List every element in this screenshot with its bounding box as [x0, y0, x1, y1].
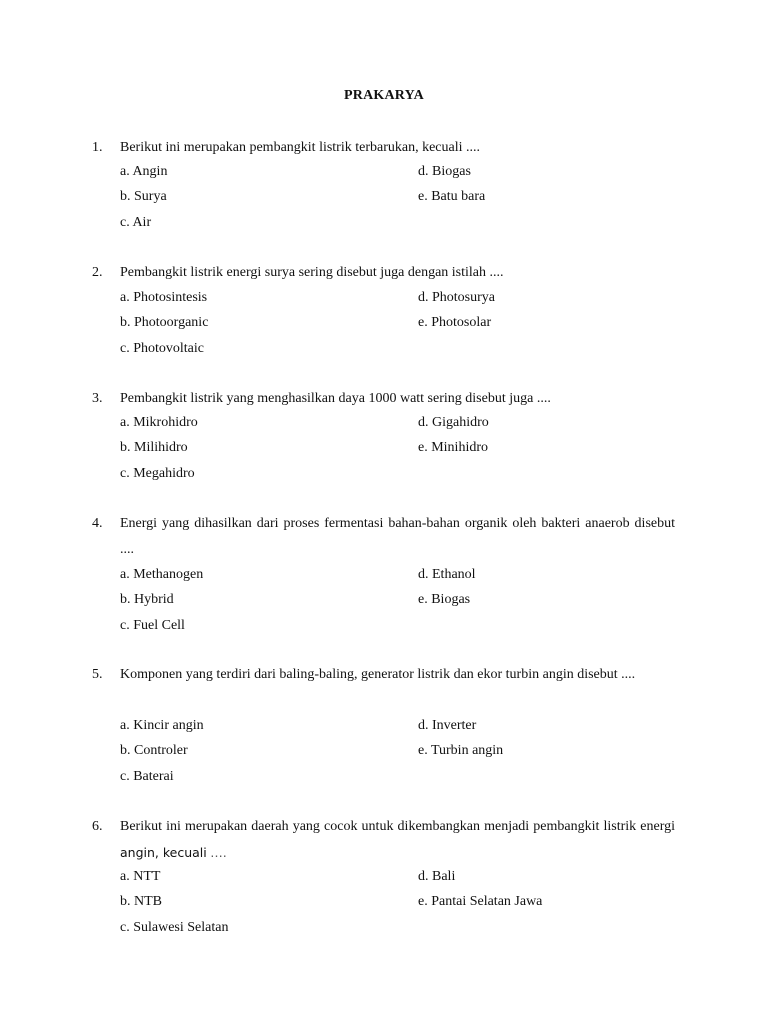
option-b: b. NTB: [120, 894, 162, 909]
option-d: d. Photosurya: [418, 290, 495, 305]
question-3-options: [120, 410, 680, 486]
option-e: e. Biogas: [418, 592, 471, 607]
question-text-main: Berikut ini merupakan daerah yang cocok untuk dikembangkan menjadi pembangkit listrik energi: [120, 819, 675, 834]
option-d: d. Biogas: [418, 164, 471, 179]
option-a: a. Angin: [120, 164, 168, 179]
question-number: 6.: [92, 819, 103, 834]
question-number: 4.: [92, 516, 103, 531]
option-e: e. Minihidro: [418, 440, 488, 455]
question-number: 1.: [92, 140, 103, 155]
option-b: b. Controler: [120, 743, 188, 758]
question-text: [120, 814, 675, 866]
option-c: c. Air: [120, 215, 152, 230]
option-b: b. Photoorganic: [120, 315, 209, 330]
question-text-tail: angin, kecuali: [120, 844, 207, 860]
option-e: e. Turbin angin: [418, 743, 504, 758]
question-text: Berikut ini merupakan pembangkit listrik terbarukan, kecuali ....: [120, 140, 481, 155]
option-a: a. Mikrohidro: [120, 415, 198, 430]
option-a: a. NTT: [120, 869, 161, 884]
option-a: a. Photosintesis: [120, 290, 208, 305]
option-d: d. Ethanol: [418, 567, 476, 582]
question-text: Pembangkit listrik yang menghasilkan daya 1000 watt sering disebut juga ....: [120, 391, 551, 406]
option-a: a. Kincir angin: [120, 718, 204, 733]
question-ellipsis: ….: [210, 844, 227, 860]
option-b: b. Surya: [120, 189, 167, 204]
option-e: e. Photosolar: [418, 315, 492, 330]
option-d: d. Inverter: [418, 718, 477, 733]
question-4-options: [120, 562, 680, 638]
question-number: 5.: [92, 667, 103, 682]
option-b: b. Hybrid: [120, 592, 174, 607]
option-d: d. Gigahidro: [418, 415, 489, 430]
question-text: Pembangkit listrik energi surya sering disebut juga dengan istilah ....: [120, 265, 504, 280]
option-b: b. Milihidro: [120, 440, 188, 455]
option-e: e. Batu bara: [418, 189, 486, 204]
option-d: d. Bali: [418, 869, 456, 884]
question-5-options: [120, 713, 680, 789]
question-6-options: [120, 864, 680, 940]
option-c: c. Megahidro: [120, 466, 195, 481]
question-text: Komponen yang terdiri dari baling-baling, generator listrik dan ekor turbin angin disebut ....: [120, 667, 636, 682]
question-text: Energi yang dihasilkan dari proses fermentasi bahan-bahan organik oleh bakteri anaerob disebut ....: [120, 516, 675, 557]
option-e: e. Pantai Selatan Jawa: [418, 894, 543, 909]
option-c: c. Photovoltaic: [120, 341, 204, 356]
document-title: PRAKARYA: [344, 88, 424, 103]
question-number: 2.: [92, 265, 103, 280]
question-number: 3.: [92, 391, 103, 406]
question-2-options: [120, 285, 680, 361]
question-1-options: [120, 159, 680, 235]
option-c: c. Fuel Cell: [120, 618, 185, 633]
option-c: c. Baterai: [120, 769, 174, 784]
option-a: a. Methanogen: [120, 567, 204, 582]
option-c: c. Sulawesi Selatan: [120, 920, 229, 935]
